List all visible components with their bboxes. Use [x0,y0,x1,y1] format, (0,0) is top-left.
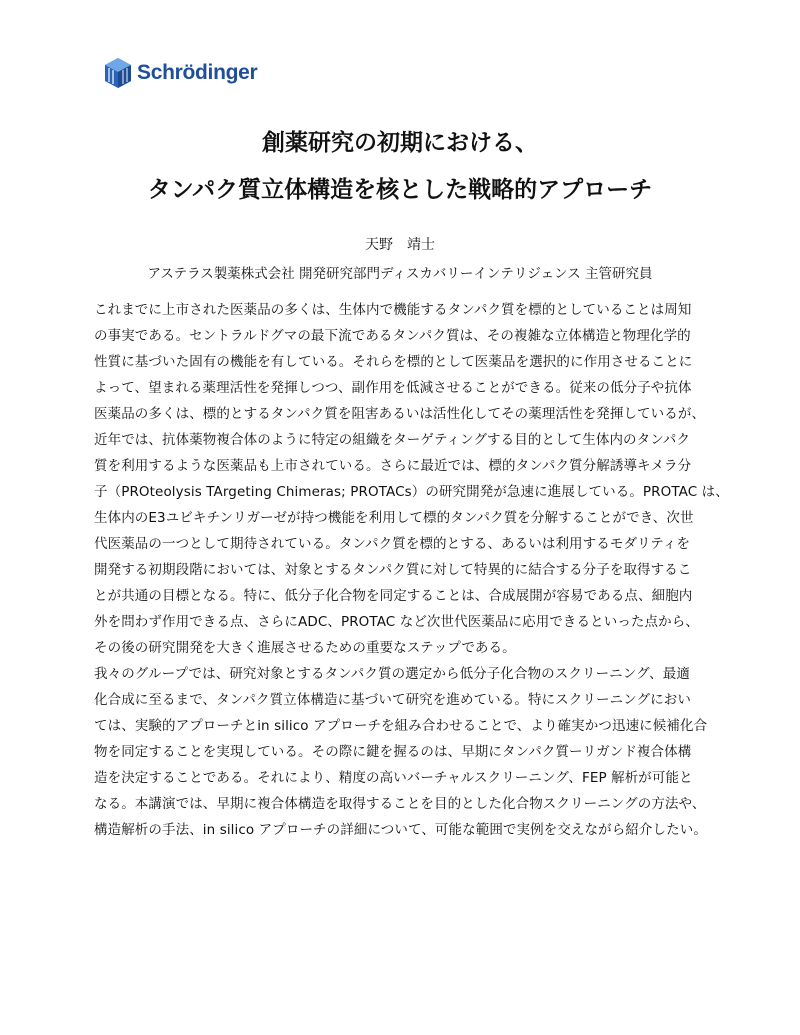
abstract-body [94,297,729,843]
body-line: その後の研究開発を大きく進展させるための重要なステップである。 [94,640,516,656]
logo-wordmark: Schrödinger [137,61,258,84]
author-name: 天野 靖士 [365,237,435,253]
body-line: 化合成に至るまで、タンパク質立体構造に基づいて研究を進めている。特にスクリーニングにおい [94,692,691,708]
body-line: 造を決定することである。それにより、精度の高いバーチャルスクリーニング、FEP 解析が可能と [94,770,693,786]
body-line: 性質に基づいた固有の機能を有している。それらを標的として医薬品を選択的に作用させることに [94,354,693,370]
body-line: 質を利用するような医薬品も上市されている。さらに最近では、標的タンパク質分解誘導キメラ分 [94,458,692,474]
body-line: の事実である。セントラルドグマの最下流であるタンパク質は、その複雑な立体構造と物理化学的 [94,328,691,344]
body-line: ては、実験的アプローチとin silico アプローチを組み合わせることで、より確実かつ迅速に候補化合 [94,718,708,734]
body-line: 医薬品の多くは、標的とするタンパク質を阻害あるいは活性化してその薬理活性を発揮しているが、 [94,406,706,422]
body-line: 子（PROteolysis TArgeting Chimeras; PROTACs）の研究開発が急速に進展している。PROTAC は、 [94,484,729,500]
page-title-line-1: 創薬研究の初期における、 [262,130,538,156]
body-line: なる。本講演では、早期に複合体構造を取得することを目的とした化合物スクリーニングの方法や、 [94,796,706,812]
schrodinger-cube-logo-icon [104,57,132,89]
author-affiliation: アステラス製薬株式会社 開発研究部門ディスカバリーインテリジェンス 主管研究員 [147,266,653,282]
body-line: とが共通の目標となる。特に、低分子化合物を同定することは、合成展開が容易である点、細胞内 [94,588,693,604]
body-line: 我々のグループでは、研究対象とするタンパク質の選定から低分子化合物のスクリーニング、最適 [94,666,690,682]
page-title-line-2: タンパク質立体構造を核とした戦略的アプローチ [147,177,653,203]
body-line: 構造解析の手法、in silico アプローチの詳細について、可能な範囲で実例を交えながら紹介したい。 [94,822,707,838]
company-logo [104,56,257,90]
body-line: 近年では、抗体薬物複合体のように特定の組織をターゲティングする目的として生体内のタンパク [94,432,691,448]
body-line: 物を同定することを実現している。その際に鍵を握るのは、早期にタンパク質ーリガンド複合体構 [94,744,692,760]
body-line: 開発する初期段階においては、対象とするタンパク質に対して特異的に結合する分子を取得するこ [94,562,692,578]
body-line: 生体内のE3ユビキチンリガーゼが持つ機能を利用して標的タンパク質を分解することができ、次世 [94,510,694,526]
body-line: これまでに上市された医薬品の多くは、生体内で機能するタンパク質を標的としていることは周知 [94,302,692,318]
body-line: 代医薬品の一つとして期待されている。タンパク質を標的とする、あるいは利用するモダリティを [94,536,691,552]
body-line: よって、望まれる薬理活性を発揮しつつ、副作用を低減させることができる。従来の低分子や抗体 [94,380,692,396]
body-line: 外を問わず作用できる点、さらにADC、PROTAC など次世代医薬品に応用できるといった点から、 [94,614,699,630]
